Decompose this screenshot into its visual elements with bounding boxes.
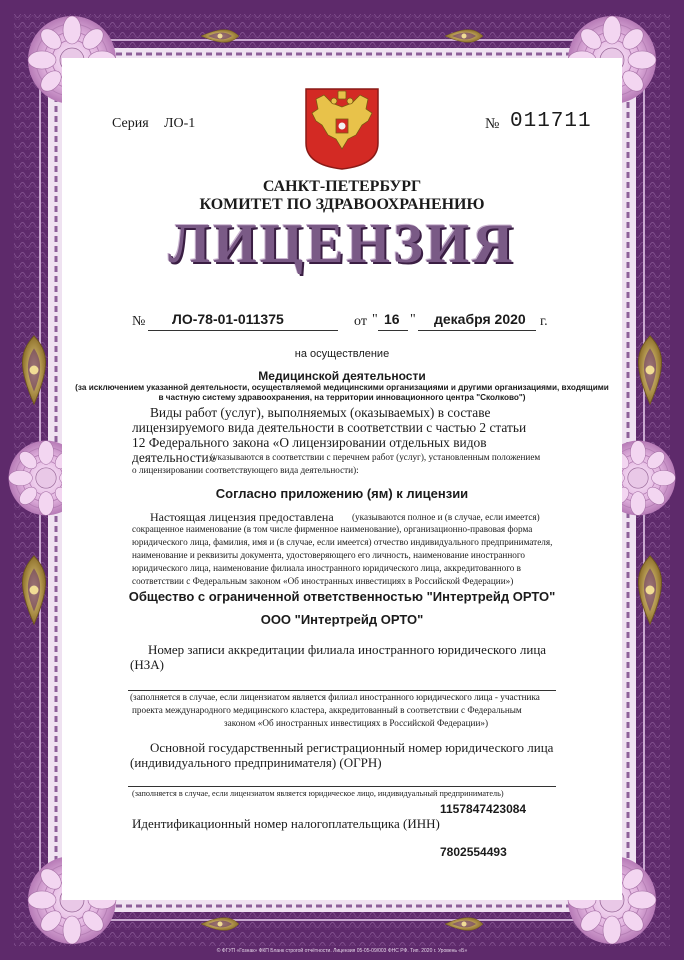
series-label: Серия (112, 116, 149, 131)
accreditation-note-1: (заполняется в случае, если лицензиатом является филиал иностранного юридического лица - участника (130, 692, 540, 702)
inn-value: 7802554493 (440, 845, 507, 859)
date-month-year: декабря 2020 (434, 311, 526, 327)
accreditation-label-1: Номер записи аккредитации филиала иностранного юридического лица (148, 642, 547, 657)
granted-note-3: юридического лица, фамилия, имя и (в случае, если имеется) отчество индивидуального предпринимателя, (132, 537, 553, 547)
activity-intro: на осуществление (294, 348, 390, 360)
year-suffix: г. (540, 314, 548, 329)
activity-note-1: (за исключением указанной деятельности, осуществляемой медицинскими организациями и другими организациями, входящими (75, 383, 609, 392)
works-text-2: лицензируемого вида деятельности в соответствии с частью 2 статьи (132, 420, 527, 435)
granted-note-6: соответствии с Федеральным законом «Об иностранных инвестициях в Российской Федерации») (132, 576, 514, 586)
ogrn-value: 1157847423084 (440, 802, 527, 816)
granted-note-4: наименование и реквизиты документа, удостоверяющего его личность, наименование иностранного (132, 550, 525, 560)
activity-note-2: в частную систему здравоохранения, на территории инновационного центра "Сколково") (158, 393, 526, 402)
accreditation-note-2: проекта международного медицинского кластера, аккредитованный в соответствии с Федеральным (132, 705, 522, 715)
license-number-label: № (132, 314, 146, 329)
ogrn-note: (заполняется в случае, если лицензиатом является юридическое лицо, индивидуальный предприниматель) (132, 789, 504, 798)
works-text-3: 12 Федерального закона «О лицензировании отдельных видов (132, 435, 487, 450)
granted-note-1: (указываются полное и (в случае, если имеется) (352, 512, 540, 522)
company-short-name: ООО "Интертрейд ОРТО" (260, 612, 424, 627)
date-day: 16 (384, 311, 400, 327)
granted-note-2: сокращенное наименование (в том числе фирменное наименование), организационно-правовая форма (132, 524, 533, 534)
authority-heading: КОМИТЕТ ПО ЗДРАВООХРАНЕНИЮ (199, 196, 485, 213)
number-label: № (485, 116, 500, 132)
works-value: Согласно приложению (ям) к лицензии (215, 486, 469, 501)
activity-name: Медицинской деятельности (258, 369, 426, 383)
document-title: ЛИЦЕНЗИЯ (168, 213, 516, 275)
works-note-1: (указываются в соответствии с перечнем работ (услуг), установленным положением (210, 452, 541, 462)
series-value: ЛО-1 (164, 116, 196, 131)
license-document: Серия ЛО-1 № 011711 САНКТ-ПЕТЕРБУРГ КОМИТЕТ ПО ЗДРАВООХРАНЕНИЮ ЛИЦЕНЗИЯ № ЛО-78-01-011375 от " 16 " декабря 2020 г. на осуществление Медицинской деятельности (за исключением указанной деятельности, осуществляемой медицинскими организациями и другими организациями, входящими в частную систему здравоохранения, на территории инновационного центра "Сколково") Виды работ (услуг), выполняемых (оказываемых) в составе лицензируемого вида деятельности в соответствии с частью 2 статьи 12 Федерального закона «О лицензировании отдельных видов деятельности» (указываются в соответствии с перечнем работ (услуг), установленным положением о лицензировании соответствующего вида деятельности): Согласно приложению (ям) к лицензии Настоящая лицензия предоставлена (указываются полное и (в случае, если имеется) сокращенное наименование (в том числе фирменное наименование), организационно-правовая форма юридического лица, фамилия, имя и (в случае, если имеется) отчество индивидуального предпринимателя, наименование и реквизиты документа, удостоверяющего его личность, наименование иностранного юридического лица, наименование филиала иностранного юридического лица, аккредитованного в соответствии с Федеральным законом «Об иностранных инвестициях в Российской Федерации») Общество с ограниченной ответственностью "Интертрейд ОРТО" ООО "Интертрейд ОРТО" Номер записи аккредитации филиала иностранного юридического лица (НЗА) (заполняется в случае, если лицензиатом является филиал иностранного юридического лица - участника проекта международного медицинского кластера, аккредитованный в соответствии с Федеральным законом «Об иностранных инвестициях в Российской Федерации») Основной государственный регистрационный номер юридического лица (индивидуального предпринимателя) (ОГРН) (заполняется в случае, если лицензиатом является юридическое лицо, индивидуальный предприниматель) 1157847423084 Идентификационный номер налогоплательщика (ИНН) 7802554493 © ФГУП «Гознак» ФКП Бланк строгой отчётности. Лицензия 05-05-09/003 ФНС РФ. Тип. 2020 г. Уровень «Б» (0, 0, 684, 960)
granted-text: Настоящая лицензия предоставлена (150, 510, 334, 524)
blank-number: 011711 (510, 110, 592, 133)
blank-imprint: © ФГУП «Гознак» ФКП Бланк строгой отчётности. Лицензия 05-05-09/003 ФНС РФ. Тип. 2020 г. Уровень «Б» (216, 948, 468, 954)
inn-label: Идентификационный номер налогоплательщика (ИНН) (132, 816, 440, 831)
works-text-1: Виды работ (услуг), выполняемых (оказываемых) в составе (150, 405, 491, 420)
city-heading: САНКТ-ПЕТЕРБУРГ (262, 178, 422, 195)
license-number-value: ЛО-78-01-011375 (172, 311, 284, 327)
works-text-4: деятельности» (132, 450, 216, 465)
accreditation-note-3: законом «Об иностранных инвестициях в Российской Федерации») (224, 718, 489, 728)
date-from-label: от (354, 314, 367, 329)
works-note-2: о лицензировании соответствующего вида деятельности): (132, 465, 359, 475)
ogrn-label-1: Основной государственный регистрационный номер юридического лица (150, 740, 554, 755)
ogrn-label-2: (индивидуального предпринимателя) (ОГРН) (130, 755, 382, 770)
granted-note-5: юридического лица, наименование филиала иностранного юридического лица, аккредитованного в (132, 563, 521, 573)
company-full-name: Общество с ограниченной ответственностью "Интертрейд ОРТО" (128, 589, 556, 604)
russian-coat-of-arms-icon (302, 85, 382, 171)
accreditation-label-2: (НЗА) (130, 657, 164, 672)
